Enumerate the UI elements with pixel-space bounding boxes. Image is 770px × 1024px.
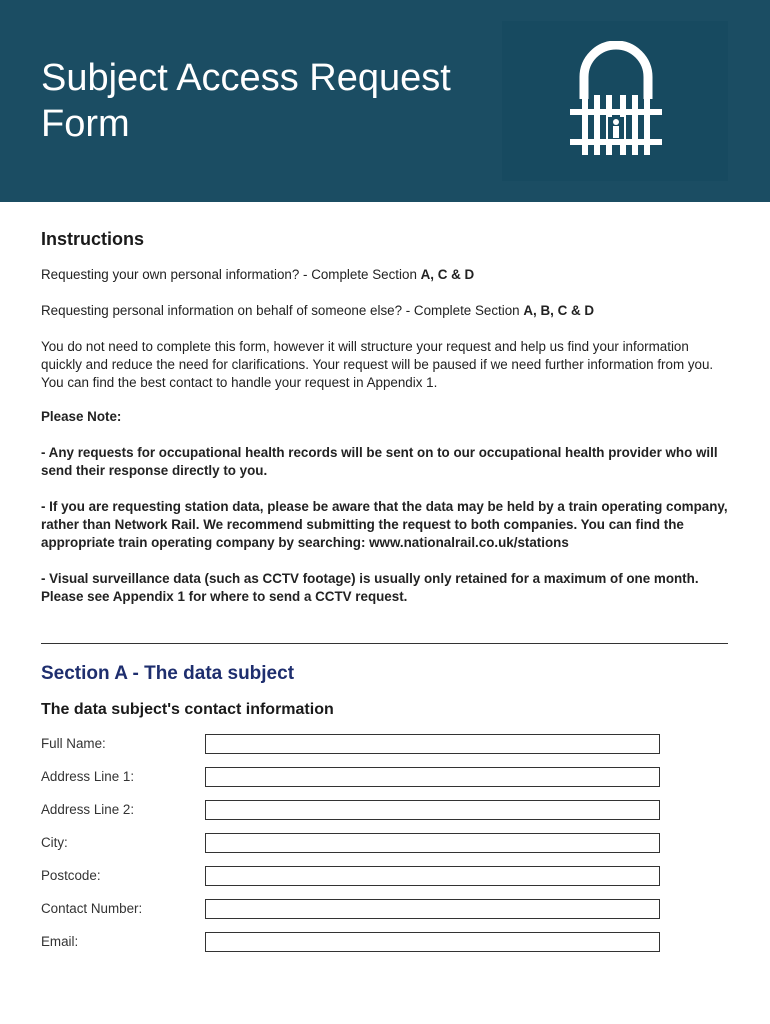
section-a-title: Section A - The data subject (41, 663, 295, 684)
contact-number-label: Contact Number: (41, 901, 143, 916)
full-name-input[interactable] (205, 734, 660, 754)
instruction-paragraph: You do not need to complete this form, however it will structure your request and help us find your information quickly and reduce the need for clarifications. Your request will be paused if we need further information from you. You can find the best contact to handle your request in Appendix 1. (41, 339, 714, 390)
address-line-1-label: Address Line 1: (41, 769, 135, 784)
contact-number-input[interactable] (205, 899, 660, 919)
instruction-behalf-info: Requesting personal information on behalf of someone else? - Complete Section A, B, C & D (41, 303, 595, 318)
notes-heading: Please Note: (41, 409, 122, 424)
logo-panel (502, 21, 728, 181)
gate-lock-icon (570, 41, 662, 161)
city-label: City: (41, 835, 68, 850)
section-a-subtitle: The data subject's contact information (41, 701, 334, 718)
postcode-input[interactable] (205, 866, 660, 886)
full-name-label: Full Name: (41, 736, 106, 751)
email-row (41, 932, 661, 952)
instruction-own-info: Requesting your own personal information? - Complete Section A, C & D (41, 267, 475, 282)
instructions-section (41, 226, 731, 604)
email-input[interactable] (205, 932, 660, 952)
header-banner (0, 0, 770, 202)
page-title-line2: Form (41, 103, 130, 145)
postcode-label: Postcode: (41, 868, 101, 883)
email-label: Email: (41, 934, 79, 949)
address-line-1-input[interactable] (205, 767, 660, 787)
note-occupational-health: - Any requests for occupational health records will be sent on to our occupational health provider who will send their response directly to you. (41, 445, 718, 478)
full-name-row (41, 734, 661, 754)
page-title (41, 55, 481, 147)
address-line-2-input[interactable] (205, 800, 660, 820)
section-divider (41, 643, 728, 644)
city-input[interactable] (205, 833, 660, 853)
address-line-2-label: Address Line 2: (41, 802, 135, 817)
note-cctv: - Visual surveillance data (such as CCTV footage) is usually only retained for a maximum of one month. Please see Appendix 1 for where to send a CCTV request. (41, 571, 699, 604)
contact-number-row (41, 899, 661, 919)
postcode-row (41, 866, 661, 886)
note-station-data: - If you are requesting station data, please be aware that the data may be held by a train operating company, rather than Network Rail. We recommend submitting the request to both companies. You can find the appropriate train operating company by searching: www.nationalrail.co.uk/stations (41, 499, 728, 550)
city-row (41, 833, 661, 853)
instructions-heading: Instructions (41, 229, 145, 249)
address-line-2-row (41, 800, 661, 820)
page-title-line1: Subject Access Request (41, 57, 451, 99)
address-line-1-row (41, 767, 661, 787)
